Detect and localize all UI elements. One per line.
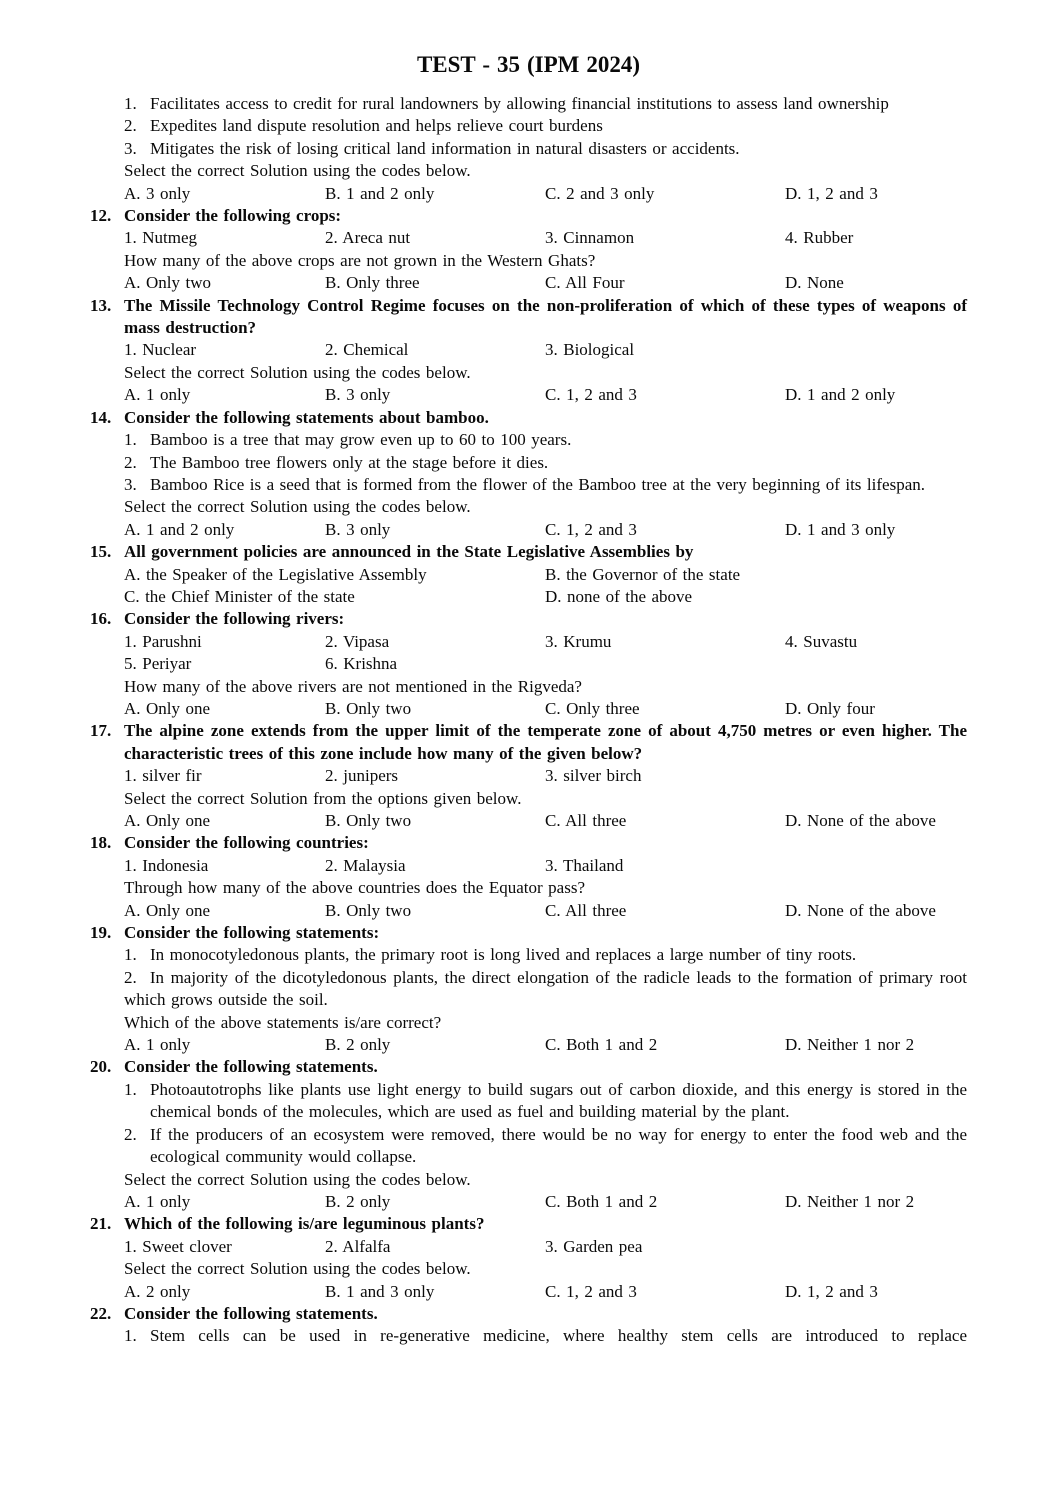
option-cell: B. 3 only [325,385,391,405]
items-row [124,339,967,361]
question-number: 14. [90,407,112,427]
item-cell: 3. Krumu [545,631,612,651]
option-cell: C. Only three [545,698,640,718]
item-cell: 5. Periyar [124,654,192,674]
option-cell: C. 1, 2 and 3 [545,1281,637,1301]
item-cell: 2. Areca nut [325,228,411,248]
option-cell: D. none of the above [545,586,693,606]
option-cell: A. the Speaker of the Legislative Assembly [124,564,427,584]
statement-text: In monocotyledonous plants, the primary root is long lived and replaces a large number of tiny roots. [150,945,857,965]
option-cell: D. Neither 1 nor 2 [785,1191,915,1211]
questions-container [90,93,967,1348]
option-cell: B. the Governor of the state [545,564,741,584]
statement-item [124,1079,967,1124]
question-header [90,541,967,563]
option-cell: A. 1 only [124,385,191,405]
question [90,1056,967,1213]
option-cell: D. 1, 2 and 3 [785,183,878,203]
question-header [90,922,967,944]
items-row [124,653,967,675]
option-cell: C. 1, 2 and 3 [545,519,637,539]
statement-item [124,452,967,474]
option-cell: B. 1 and 3 only [325,1281,435,1301]
option-cell: C. All three [545,811,627,830]
statement-item [124,115,967,137]
question-header-text: Consider the following rivers: [124,609,345,629]
item-cell: 1. Parushni [124,631,202,651]
option-cell: B. Only two [325,900,412,920]
option-cell: D. Only four [785,698,875,718]
option-cell: B. Only three [325,273,420,293]
option-cell: A. Only two [124,273,212,293]
item-cell: 2. Chemical [325,340,409,360]
question-header-text: Consider the following statements about bamboo. [124,407,489,427]
items-row [124,631,967,653]
option-cell: B. Only two [325,698,412,718]
statement-number: 2. [124,116,137,136]
statement-item [124,944,967,966]
statement-text: Mitigates the risk of losing critical land information in natural disasters or accidents. [150,138,740,158]
option-cell: A. 1 only [124,1035,191,1055]
option-cell: D. 1 and 2 only [785,385,896,405]
question-text-line: Select the correct Solution from the options given below. [124,788,522,808]
option-cell: C. 2 and 3 only [545,183,655,203]
statement-text: Bamboo is a tree that may grow even up to 60 to 100 years. [150,430,572,450]
question-text-line: Select the correct Solution using the codes below. [124,362,471,382]
statement-number: 1. [124,945,137,965]
question-text-line: 2. In majority of the dicotyledonous plants, the direct elongation of the radicle leads to the formation of primary root which grows outside the soil. [124,967,967,1010]
question-number: 12. [90,206,112,226]
option-cell: C. All Four [545,273,625,293]
statement-item [124,474,967,496]
item-cell: 2. Malaysia [325,855,406,875]
question-header [90,1056,967,1078]
question-header [90,295,967,340]
question [90,541,967,608]
question-header [90,1213,967,1235]
option-cell: C. 1, 2 and 3 [545,385,637,405]
item-cell: 6. Krishna [325,654,398,674]
options-row [124,586,967,608]
question-number: 19. [90,923,112,943]
question-number: 18. [90,833,112,853]
page-title: TEST - 35 (IPM 2024) [416,52,641,77]
item-cell: 2. junipers [325,766,399,786]
option-cell: A. 2 only [124,1281,191,1301]
question-text-line: Select the correct Solution using the codes below. [124,1169,471,1189]
question-header [90,832,967,854]
item-cell: 4. Suvastu [785,631,858,651]
question [90,720,967,832]
items-row [124,765,967,787]
option-cell: D. 1 and 3 only [785,519,896,539]
statement-text: Facilitates access to credit for rural landowners by allowing financial institutions to assess land ownership [150,94,889,113]
statement-item [124,1325,967,1347]
option-cell: C. All three [545,900,627,920]
question-header [90,1303,967,1325]
question-header-text: Consider the following crops: [124,206,342,226]
option-cell: A. 1 only [124,1191,191,1211]
question-text-line: How many of the above rivers are not mentioned in the Rigveda? [124,676,582,696]
statement-text: If the producers of an ecosystem were removed, there would be no way for energy to enter the food web and the ecological community would collapse. [150,1124,967,1167]
statement-number: 1. [124,430,137,450]
item-cell: 1. Sweet clover [124,1236,232,1256]
item-cell: 3. Biological [545,340,635,360]
question-text-line: Select the correct Solution using the codes below. [124,161,471,181]
items-row [124,1236,967,1258]
question [90,1303,967,1348]
question-text-line: Select the correct Solution using the codes below. [124,497,471,517]
options-row [124,1034,967,1056]
item-cell: 2. Alfalfa [325,1236,391,1256]
statement-number: 1. [124,1326,137,1346]
statement-item [124,1124,967,1169]
item-cell: 1. Nuclear [124,340,197,360]
statement-number: 2. [124,452,137,472]
option-cell: D. None [785,273,844,293]
question-header-text: Consider the following countries: [124,833,369,853]
statement-item [124,93,967,115]
statement-item [124,138,967,160]
question [90,205,967,295]
question-header-text: Consider the following statements. [124,1057,378,1077]
question-header [90,407,967,429]
question-text-line: Select the correct Solution using the codes below. [124,1259,471,1279]
question-header [90,205,967,227]
option-cell: D. Neither 1 nor 2 [785,1035,915,1055]
option-cell: B. 2 only [325,1035,391,1055]
item-cell: 3. Cinnamon [545,228,635,248]
question [90,832,967,922]
items-row [124,227,967,249]
options-row [124,810,967,832]
option-cell: B. 2 only [325,1191,391,1211]
option-cell: A. 3 only [124,183,191,203]
question [90,1213,967,1303]
item-cell: 4. Rubber [785,228,854,248]
question-header [90,720,967,765]
statement-item [124,429,967,451]
option-cell: A. Only one [124,811,211,830]
statement-number: 3. [124,138,137,158]
item-cell: 2. Vipasa [325,631,390,651]
question-number: 22. [90,1303,112,1323]
option-cell: D. None of the above [785,900,936,920]
options-row [124,272,967,294]
item-cell: 3. Thailand [545,855,624,875]
options-row [124,1191,967,1213]
options-row [124,519,967,541]
option-cell: B. 1 and 2 only [325,183,435,203]
statement-text: The Bamboo tree flowers only at the stage before it dies. [150,452,549,472]
option-cell: B. Only two [325,811,412,830]
item-cell: 1. Indonesia [124,855,209,875]
option-cell: C. Both 1 and 2 [545,1035,658,1055]
option-cell: A. Only one [124,900,211,920]
question-header [90,608,967,630]
question [90,608,967,720]
question-header-text: Which of the following is/are leguminous plants? [124,1214,485,1234]
question-number: 15. [90,542,112,562]
statement-text: Bamboo Rice is a seed that is formed from the flower of the Bamboo tree at the very beginning of its lifespan. [150,474,925,494]
option-cell: A. 1 and 2 only [124,519,235,539]
items-row [124,855,967,877]
statement-number: 2. [124,1124,137,1144]
question-header-text: Consider the following statements. [124,1303,378,1323]
options-row [124,183,967,205]
statement-text: Expedites land dispute resolution and helps relieve court burdens [150,116,603,136]
question [90,93,967,205]
question-text-line: How many of the above crops are not grown in the Western Ghats? [124,250,596,270]
item-cell: 1. Nutmeg [124,228,198,248]
options-row [124,564,967,586]
question [90,407,967,541]
question-number: 17. [90,721,112,741]
question-number: 20. [90,1057,112,1077]
options-row [124,1281,967,1303]
option-cell: D. 1, 2 and 3 [785,1281,878,1301]
option-cell: C. Both 1 and 2 [545,1191,658,1211]
question [90,295,967,407]
statement-text: Photoautotrophs like plants use light energy to build sugars out of carbon dioxide, and this energy is stored in the chemical bonds of the molecules, which are used as fuel and building material by the plant. [150,1079,967,1122]
question-header-text: Consider the following statements: [124,923,380,943]
option-cell: D. None of the above [785,811,936,830]
option-cell: B. 3 only [325,519,391,539]
option-cell: C. the Chief Minister of the state [124,586,355,606]
options-row [124,384,967,406]
item-cell: 3. silver birch [545,766,642,786]
item-cell: 1. silver fir [124,766,202,786]
question-header-text: The Missile Technology Control Regime focuses on the non-proliferation of which of these types of weapons of mass destruction? [124,295,967,338]
question-text-line: Which of the above statements is/are correct? [124,1012,442,1032]
options-row [124,900,967,922]
statement-number: 3. [124,474,137,494]
item-cell: 3. Garden pea [545,1236,643,1256]
question-header-text: The alpine zone extends from the upper limit of the temperate zone of about 4,750 metres or even higher. The characteristic trees of this zone include how many of the given below? [124,721,967,763]
question-text-line: Through how many of the above countries does the Equator pass? [124,878,585,898]
question-number: 21. [90,1214,112,1234]
question [90,922,967,1056]
option-cell: A. Only one [124,698,211,718]
question-header-text: All government policies are announced in the State Legislative Assemblies by [124,542,694,562]
statement-text: Stem cells can be used in re-generative medicine, where healthy stem cells are introduced to replace [150,1326,967,1346]
question-number: 16. [90,609,112,629]
statement-number: 1. [124,94,137,113]
question-number: 13. [90,295,112,315]
options-row [124,698,967,720]
statement-number: 1. [124,1079,137,1099]
